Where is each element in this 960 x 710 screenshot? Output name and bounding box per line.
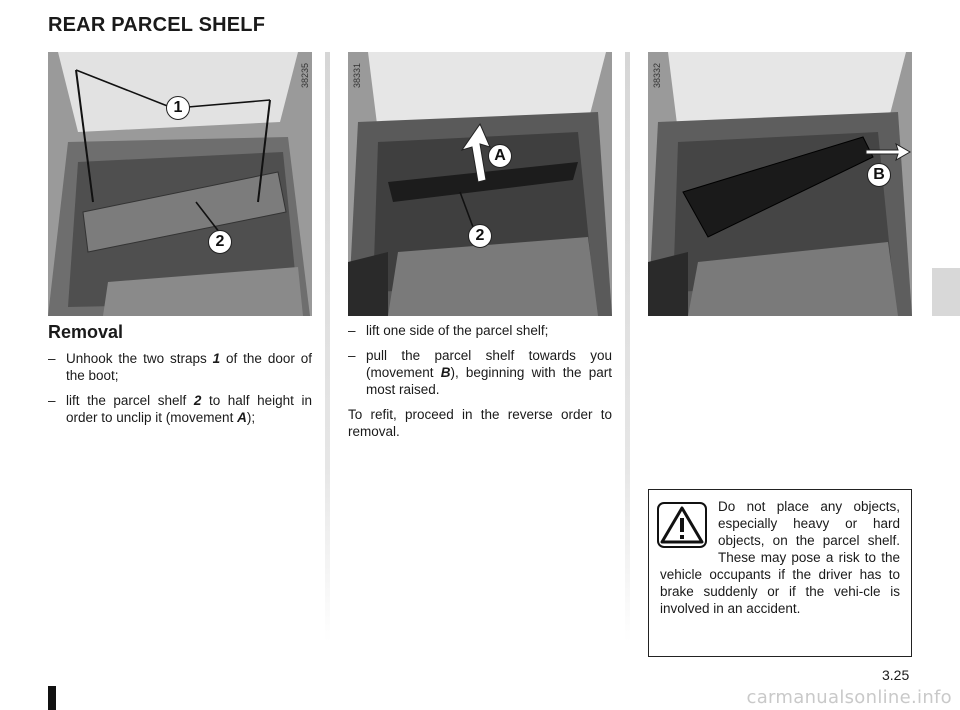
callout-2: 2 — [208, 230, 232, 254]
removal-heading: Removal — [48, 322, 124, 342]
callout-A: A — [488, 144, 512, 168]
column-divider — [625, 52, 630, 642]
watermark: carmanualsonline.info — [746, 687, 952, 708]
list-item: – Unhook the two straps 1 of the door of the boot; — [48, 351, 312, 383]
photo-pull — [648, 52, 912, 316]
callout-2: 2 — [468, 224, 492, 248]
page-number: 3.25 — [882, 667, 910, 683]
refit-note: To refit, proceed in the reverse order to removal. — [348, 407, 612, 439]
column-divider — [325, 52, 330, 642]
callout-B: B — [867, 163, 891, 187]
list-item: – pull the parcel shelf towards you (movement B), beginning with the part most raised. — [348, 348, 612, 397]
section-tab — [932, 268, 960, 316]
list-item: – lift one side of the parcel shelf; — [348, 323, 549, 338]
image-code: 38235 — [300, 62, 310, 88]
removal-list — [48, 350, 312, 434]
image-code: 38332 — [652, 62, 662, 88]
page-title: REAR PARCEL SHELF — [48, 14, 266, 36]
steps-list — [348, 322, 612, 440]
image-code: 38331 — [352, 62, 362, 88]
photo-straps — [48, 52, 312, 316]
warning-box — [648, 489, 912, 657]
list-item: – lift the parcel shelf 2 to half height in order to unclip it (movement A); — [48, 393, 312, 425]
corner-mark — [48, 686, 56, 710]
callout-1: 1 — [166, 96, 190, 120]
warning-text: Do not place any objects, especially heavy or hard objects, on the parcel shelf. These may pose a risk to the vehicle occupants if the driver has to brake suddenly or if the vehi-cle is involved in an accident. — [660, 499, 900, 616]
photo-unclip — [348, 52, 612, 316]
